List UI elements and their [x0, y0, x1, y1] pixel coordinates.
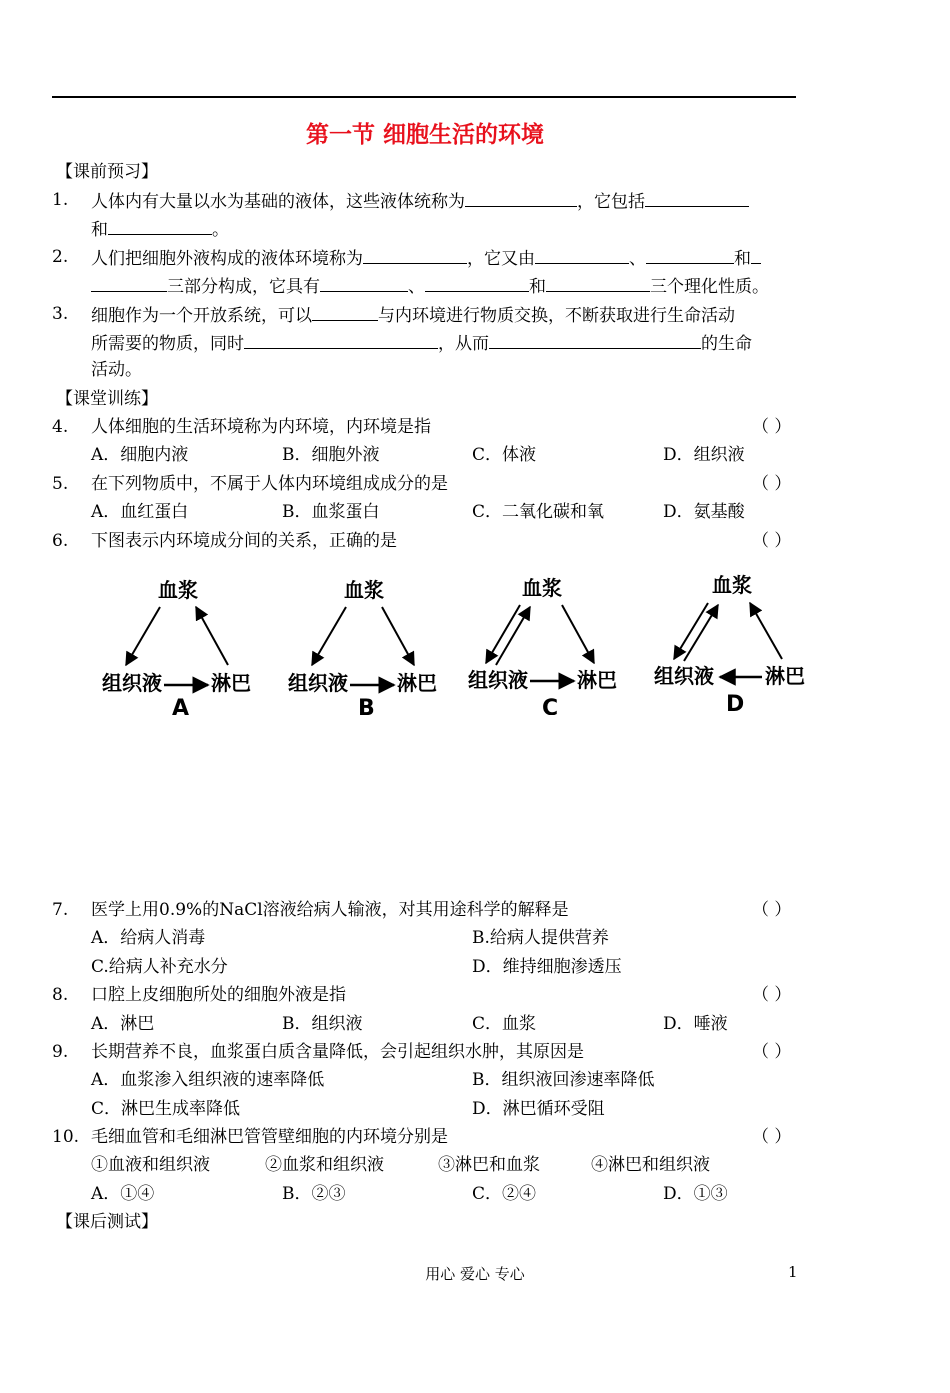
q5-option-b: B．血浆蛋白	[282, 502, 380, 522]
diagram-d	[650, 565, 820, 715]
q9-option-b: B．组织液回渗速率降低	[472, 1070, 655, 1090]
q10-item-4: ④淋巴和组织液	[591, 1155, 710, 1175]
q8-stem: 口腔上皮细胞所处的细胞外液是指	[91, 985, 346, 1005]
q10-item-2: ②血浆和组织液	[265, 1155, 384, 1175]
q3-blank-1	[312, 302, 378, 321]
q2-number: 2.	[52, 247, 69, 267]
q6-answer-paren: （ ）	[752, 531, 792, 551]
q2-blank-6	[425, 273, 529, 292]
section-preview: 【课前预习】	[56, 162, 158, 182]
q4-answer-paren: （ ）	[752, 417, 792, 437]
q1-line2: 和 。	[91, 216, 229, 242]
q2-blank-1	[363, 245, 467, 264]
q2-blank-3	[646, 245, 734, 264]
diagram-b-arrow-plasma-lymph	[382, 607, 414, 665]
diagram-c-lymph: 淋巴	[577, 668, 617, 692]
diagram-c-tissue: 组织液	[468, 668, 528, 692]
q5-stem: 在下列物质中，不属于人体内环境组成成分的是	[91, 474, 448, 494]
q9-answer-paren: （ ）	[752, 1042, 792, 1062]
diagram-c-arrow-plasma-lymph	[562, 605, 594, 663]
q3-line3: 活动。	[91, 360, 142, 380]
diagram-d-tissue: 组织液	[654, 664, 714, 688]
diagram-c	[464, 565, 634, 715]
q9-stem: 长期营养不良，血浆蛋白质含量降低，会引起组织水肿，其原因是	[91, 1042, 584, 1062]
q5-option-d: D．氨基酸	[663, 502, 745, 522]
q1-blank-3	[108, 216, 212, 235]
q6-number: 6.	[52, 531, 69, 551]
q10-stem: 毛细血管和毛细淋巴管管壁细胞的内环境分别是	[91, 1127, 448, 1147]
q10-answer-paren: （ ）	[752, 1127, 792, 1147]
header-rule	[52, 96, 796, 98]
q1-blank-1	[465, 188, 577, 207]
section-practice: 【课堂训练】	[56, 389, 158, 409]
section-test: 【课后测试】	[56, 1212, 158, 1232]
diagram-b-label: B	[358, 696, 375, 715]
q7-option-a: A．给病人消毒	[91, 928, 206, 948]
diagram-b-tissue: 组织液	[288, 671, 348, 695]
diagram-a-lymph: 淋巴	[211, 671, 251, 695]
q6-stem: 下图表示内环境成分间的关系，正确的是	[91, 531, 397, 551]
q8-number: 8.	[52, 985, 69, 1005]
diagram-d-arrow-lymph-plasma	[750, 603, 782, 659]
q9-option-c: C．淋巴生成率降低	[91, 1099, 241, 1119]
q1-blank-2	[645, 188, 749, 207]
q1-line1: 人体内有大量以水为基础的液体，这些液体统称为 ，它包括	[91, 188, 749, 214]
q3-line2: 所需要的物质，同时 ，从而 的生命	[91, 330, 752, 356]
page-number: 1	[788, 1263, 798, 1281]
q3-blank-2	[244, 330, 438, 349]
diagram-b-arrow-plasma-tissue	[312, 607, 346, 665]
diagram-b-lymph: 淋巴	[397, 671, 437, 695]
diagram-d-label: D	[726, 692, 745, 715]
q4-option-c: C．体液	[472, 445, 537, 465]
q5-answer-paren: （ ）	[752, 474, 792, 494]
q2-blank-2	[535, 245, 629, 264]
q10-option-c: C．②④	[472, 1184, 537, 1204]
diagram-c-plasma: 血浆	[522, 576, 562, 600]
q4-option-d: D．组织液	[663, 445, 745, 465]
q10-number: 10.	[52, 1127, 80, 1147]
diagram-b	[284, 565, 454, 715]
q3-blank-3	[489, 330, 701, 349]
q1-number: 1.	[52, 190, 69, 210]
q8-option-b: B．组织液	[282, 1014, 363, 1034]
q2-blank-5	[320, 273, 408, 292]
q4-number: 4.	[52, 417, 69, 437]
page-title: 第一节 细胞生活的环境	[305, 122, 544, 148]
q7-stem: 医学上用0.9%的NaCl溶液给病人输液，对其用途科学的解释是	[91, 900, 569, 920]
diagram-a-tissue: 组织液	[102, 671, 162, 695]
diagram-b-plasma: 血浆	[344, 578, 384, 602]
q5-number: 5.	[52, 474, 69, 494]
diagram-a	[98, 565, 268, 715]
q10-option-a: A．①④	[91, 1184, 155, 1204]
q8-option-d: D．唾液	[663, 1014, 728, 1034]
q7-option-c: C.给病人补充水分	[91, 957, 228, 977]
q5-option-a: A．血红蛋白	[91, 502, 189, 522]
page-footer: 用心 爱心 专心	[425, 1265, 525, 1283]
diagram-a-plasma: 血浆	[158, 578, 198, 602]
diagram-a-label: A	[172, 696, 190, 715]
q8-answer-paren: （ ）	[752, 985, 792, 1005]
diagram-c-label: C	[542, 696, 559, 715]
q9-number: 9.	[52, 1042, 69, 1062]
q7-answer-paren: （ ）	[752, 900, 792, 920]
q3-line1: 细胞作为一个开放系统，可以 与内环境进行物质交换，不断获取进行生命活动	[91, 302, 735, 328]
q2-line2: 三部分构成，它具有 、 和 三个理化性质。	[91, 273, 769, 299]
q8-option-a: A．淋巴	[91, 1014, 155, 1034]
q7-option-b: B.给病人提供营养	[472, 928, 609, 948]
diagram-a-arrow-plasma-tissue	[126, 607, 160, 665]
diagram-d-plasma: 血浆	[712, 573, 752, 597]
q2-blank-4	[91, 273, 167, 292]
q5-option-c: C．二氧化碳和氧	[472, 502, 605, 522]
q10-item-1: ①血液和组织液	[91, 1155, 210, 1175]
q4-option-a: A．细胞内液	[91, 445, 189, 465]
q10-option-b: B．②③	[282, 1184, 346, 1204]
q2-blank-7	[546, 273, 650, 292]
q4-stem: 人体细胞的生活环境称为内环境，内环境是指	[91, 417, 431, 437]
q7-option-d: D．维持细胞渗透压	[472, 957, 622, 977]
q2-line1: 人们把细胞外液构成的液体环境称为 ，它又由 、 和	[91, 245, 761, 271]
q9-option-a: A．血浆渗入组织液的速率降低	[91, 1070, 325, 1090]
q10-option-d: D．①③	[663, 1184, 728, 1204]
q4-option-b: B．细胞外液	[282, 445, 380, 465]
q9-option-d: D．淋巴循环受阻	[472, 1099, 605, 1119]
q3-number: 3.	[52, 304, 69, 324]
q7-number: 7.	[52, 900, 69, 920]
q10-item-3: ③淋巴和血浆	[438, 1155, 540, 1175]
diagram-d-lymph: 淋巴	[765, 664, 805, 688]
q8-option-c: C．血浆	[472, 1014, 537, 1034]
diagram-a-arrow-lymph-plasma	[196, 607, 228, 665]
